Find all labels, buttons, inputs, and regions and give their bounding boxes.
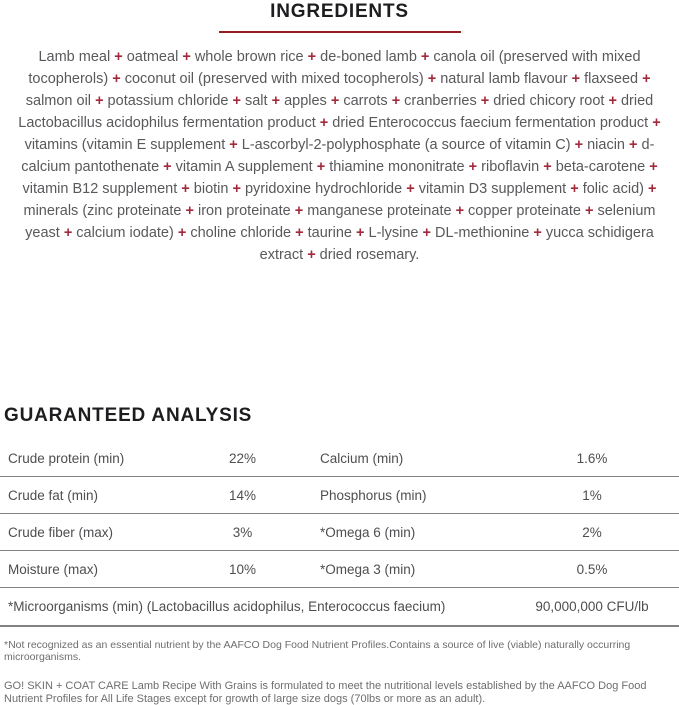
nutrient-value: 10% [228,561,257,577]
plus-separator: + [232,93,241,109]
nutrient-value: 14% [228,487,257,503]
nutrient-label: Moisture (max) [8,561,99,577]
plus-separator: + [468,159,478,175]
plus-separator: + [95,93,104,109]
plus-separator: + [642,71,651,87]
nutrient-value: 90,000,000 CFU/lb [535,599,649,614]
plus-separator: + [316,159,326,175]
plus-separator: + [422,225,431,241]
plus-separator: + [427,71,437,87]
table-row [0,477,679,514]
plus-separator: + [480,93,490,109]
table-row [0,514,679,551]
plus-separator: + [543,159,552,175]
plus-separator: + [584,203,594,219]
guaranteed-analysis-table [0,440,679,627]
aafco-footnote: *Not recognized as an essential nutrient by the AAFCO Dog Food Nutrient Profiles.Contains a source of live (viable) naturally occurring microorganisms. [4,639,631,663]
plus-separator: + [406,181,415,197]
plus-separator: + [295,225,304,241]
plus-separator: + [648,181,657,197]
plus-separator: + [571,71,581,87]
plus-separator: + [652,115,661,131]
plus-separator: + [229,137,238,153]
plus-separator: + [570,181,579,197]
nutrient-label: *Omega 3 (min) [320,561,416,577]
guaranteed-analysis-title: GUARANTEED ANALYSIS [4,405,253,426]
plus-separator: + [356,225,365,241]
ingredients-text: Lamb meal + oatmeal + whole brown rice + de-boned lamb + canola oil (preserved with mixed tocopherols) + coconut oil (preserved with mixed tocopherols) + natural lamb flavour + flaxseed + salmon oil + potassium chloride + salt + apples + carrots + cranberries + dried chicory root + dried Lactobacillus acidophilus fermentation product + dried Enterococcus faecium fermentation product + vitamins (vitamin E supplement + L-ascorbyl-2-polyphosphate (a source of vitamin C) + niacin + d-calcium pantothenate + vitamin A supplement + thiamine mononitrate + riboflavin + beta-carotene + vitamin B12 supplement + biotin + pyridoxine hydrochloride + vitamin D3 supplement + folic acid) + minerals (zinc proteinate + iron proteinate + manganese proteinate + copper proteinate + selenium yeast + calcium iodate) + choline chloride + taurine + L-lysine + DL-methionine + yucca schidigera extract + dried rosemary. [18,49,661,263]
nutrient-value: 0.5% [576,561,608,577]
table-row [0,551,679,588]
plus-separator: + [420,49,430,65]
plus-separator: + [330,93,340,109]
plus-separator: + [177,225,187,241]
nutrient-value: 2% [582,524,602,540]
nutrient-label: Crude protein (min) [8,450,125,466]
table-row [0,440,679,477]
plus-separator: + [608,93,617,109]
plus-separator: + [232,181,241,197]
plus-separator: + [307,49,317,65]
plus-separator: + [574,137,584,153]
plus-separator: + [181,181,190,197]
plus-separator: + [163,159,172,175]
plus-separator: + [182,49,191,65]
nutrient-value: 1.6% [576,450,608,466]
nutrient-label: *Omega 6 (min) [320,524,416,540]
plus-separator: + [294,203,304,219]
nutrient-label: Phosphorus (min) [320,487,427,503]
plus-separator: + [112,71,121,87]
nutrient-label: Crude fiber (max) [8,524,114,540]
ingredients-title: INGREDIENTS [270,1,409,22]
formulation-statement: GO! SKIN + COAT CARE Lamb Recipe With Grains is formulated to meet the nutritional levels established by the AAFCO Dog Food Nutrient Profiles for All Life Stages except for growth of large size dogs (70lbs or more as an adult). [4,680,647,705]
plus-separator: + [271,93,281,109]
nutrient-label: Crude fat (min) [8,487,99,503]
plus-separator: + [391,93,401,109]
plus-separator: + [319,115,329,131]
nutrient-value: 1% [582,487,602,503]
table-row-microorganisms [0,588,679,627]
plus-separator: + [307,247,316,263]
red-divider-rule [219,31,461,33]
plus-separator: + [63,225,73,241]
nutrient-label: Calcium (min) [320,450,404,466]
plus-separator: + [629,137,638,153]
nutrient-label: *Microorganisms (min) (Lactobacillus acidophilus, Enterococcus faecium) [8,599,446,614]
plus-separator: + [114,49,123,65]
nutrient-value: 22% [228,450,257,466]
plus-separator: + [185,203,194,219]
nutrient-value: 3% [232,524,253,540]
plus-separator: + [533,225,542,241]
plus-separator: + [649,159,658,175]
plus-separator: + [455,203,465,219]
